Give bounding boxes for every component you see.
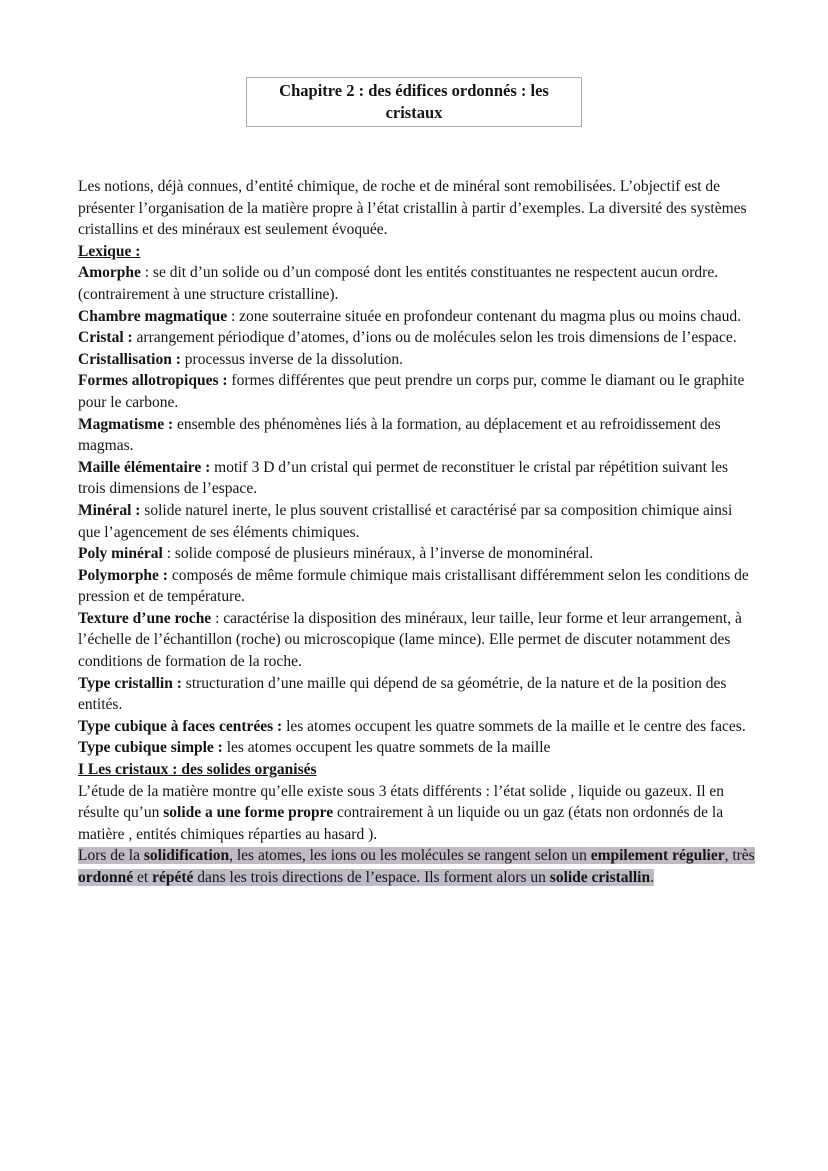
definition-term: Maille élémentaire : <box>78 458 211 476</box>
definition-term: Amorphe <box>78 264 141 282</box>
definition-item <box>78 327 757 349</box>
definition-text: structuration d’une maille qui dépend de sa géométrie, de la nature et de la position des entités. <box>78 674 727 714</box>
definition-item <box>78 349 757 371</box>
definition-text: composés de même formule chimique mais cristallisant différemment selon les conditions de pression et de température. <box>78 566 749 606</box>
definition-term: Magmatisme : <box>78 415 174 433</box>
definition-text: les atomes occupent les quatre sommets de la maille et le centre des faces. <box>282 717 746 735</box>
definition-term: Type cristallin : <box>78 674 182 692</box>
definition-term: Polymorphe : <box>78 566 168 584</box>
definition-text: processus inverse de la dissolution. <box>180 350 404 368</box>
section-1-paragraph: L’étude de la matière montre qu’elle existe sous 3 états différents : l’état solide , liquide ou gazeux. Il en résulte qu’un solide a une forme propre contrairement à un liquide ou un gaz (états non ordonnés de la matière , entités chimiques réparties au hasard ). <box>78 782 725 843</box>
section-1-heading: I Les cristaux : des solides organisés <box>78 761 317 779</box>
definition-item <box>78 457 757 500</box>
definition-term: Chambre magmatique <box>78 307 228 325</box>
definition-item <box>78 500 757 543</box>
lexique-heading: Lexique : <box>78 242 141 260</box>
chapter-title-box <box>246 77 582 127</box>
definition-text: : se dit d’un solide ou d’un composé dont les entités constituantes ne respectent aucun ordre.(contrairement à une structure cristalline). <box>78 264 719 303</box>
document-body <box>78 176 757 889</box>
definition-text: ensemble des phénomènes liés à la formation, au déplacement et au refroidissement des magmas. <box>78 415 721 455</box>
definition-term: Cristal : <box>78 329 133 347</box>
chapter-title-container <box>0 77 828 127</box>
definition-text: : solide composé de plusieurs minéraux, à l’inverse de monominéral. <box>162 545 594 563</box>
definition-item <box>78 716 757 738</box>
definition-term: Formes allotropiques : <box>78 372 228 390</box>
definition-item <box>78 565 757 608</box>
definition-item <box>78 543 757 565</box>
definition-term: Type cubique à faces centrées : <box>78 717 283 735</box>
definition-text: les atomes occupent les quatre sommets de la maille <box>222 739 551 757</box>
definition-text: motif 3 D d’un cristal qui permet de reconstituer le cristal par répétition suivant les trois dimensions de l’espace. <box>78 458 729 498</box>
definition-item <box>78 414 757 457</box>
definition-text: solide naturel inerte, le plus souvent cristallisé et caractérisé par sa composition chimique ainsi que l’agencement de ses éléments chimiques. <box>78 501 733 541</box>
definition-item <box>78 306 757 328</box>
definition-text: : zone souterraine située en profondeur contenant du magma plus ou moins chaud. <box>227 307 742 325</box>
definition-item <box>78 608 757 673</box>
definition-item <box>78 262 757 305</box>
definition-item <box>78 737 757 759</box>
definition-item <box>78 673 757 716</box>
chapter-title-line-1: Chapitre 2 : des édifices ordonnés : les <box>279 81 549 100</box>
definition-item <box>78 370 757 413</box>
definition-text: arrangement périodique d’atomes, d’ions ou de molécules selon les trois dimensions de l’espace. <box>132 329 737 347</box>
definition-term: Poly minéral <box>78 545 163 563</box>
definition-term: Cristallisation : <box>78 350 181 368</box>
highlighted-paragraph: Lors de la solidification, les atomes, les ions ou les molécules se rangent selon un empilement régulier, très ordonné et répété dans les trois directions de l’espace. Ils forment alors un solide cristallin. <box>78 847 755 886</box>
definition-text: formes différentes que peut prendre un corps pur, comme le diamant ou le graphite pour le carbone. <box>78 372 745 411</box>
chapter-title-line-2: cristaux <box>385 102 443 122</box>
intro-paragraph: Les notions, déjà connues, d’entité chimique, de roche et de minéral sont remobilisées. L’objectif est de présenter l’organisation de la matière propre à l’état cristallin à partir d’exemples. La diversité des systèmes cristallins et des minéraux est seulement évoquée. <box>78 178 747 239</box>
definition-term: Minéral : <box>78 501 141 519</box>
definition-term: Type cubique simple : <box>78 739 223 757</box>
definition-term: Texture d’une roche <box>78 609 212 627</box>
definition-text: : caractérise la disposition des minéraux, leur taille, leur forme et leur arrangement, à l’échelle de l’échantillon (roche) ou microscopique (lame mince). Elle permet de discuter notamment des conditions de formation de la roche. <box>78 609 742 671</box>
